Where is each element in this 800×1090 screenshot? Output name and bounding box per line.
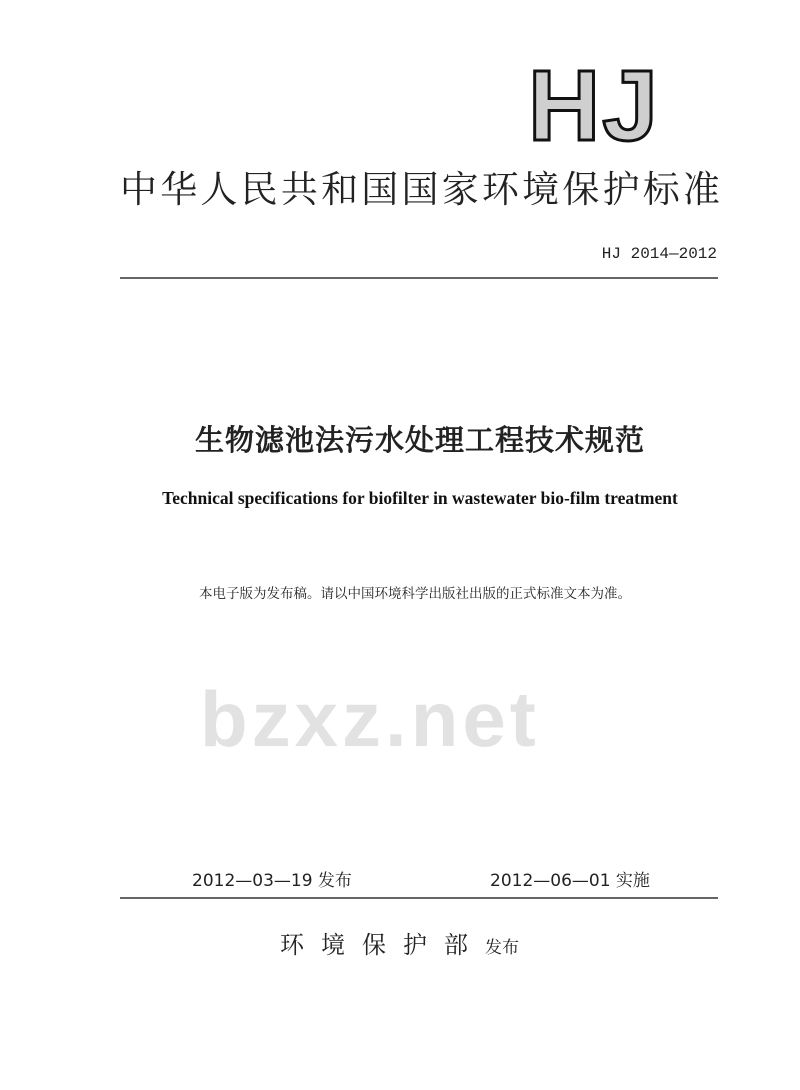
standard-code: HJ 2014—2012 <box>601 245 717 263</box>
title-chinese: 生物滤池法污水处理工程技术规范 <box>194 423 645 457</box>
top-divider <box>120 277 718 279</box>
national-standard-heading: 中华人民共和国国家环境保护标准 <box>120 168 720 211</box>
effective-date: 2012—06—01 实施 <box>490 871 650 891</box>
bottom-divider <box>120 897 718 899</box>
hj-logo: HJ <box>528 50 660 162</box>
publisher-action: 发布 <box>485 938 519 958</box>
publisher <box>280 925 519 960</box>
edition-note: 本电子版为发布稿。请以中国环境科学出版社出版的正式标准文本为准。 <box>199 586 631 602</box>
issue-date: 2012—03—19 发布 <box>192 871 352 891</box>
title-english: Technical specifications for biofilter in wastewater bio-film treatment <box>162 488 678 508</box>
publisher-organization: 环境保护部 <box>280 931 485 959</box>
watermark: bzxz.net <box>200 675 540 763</box>
